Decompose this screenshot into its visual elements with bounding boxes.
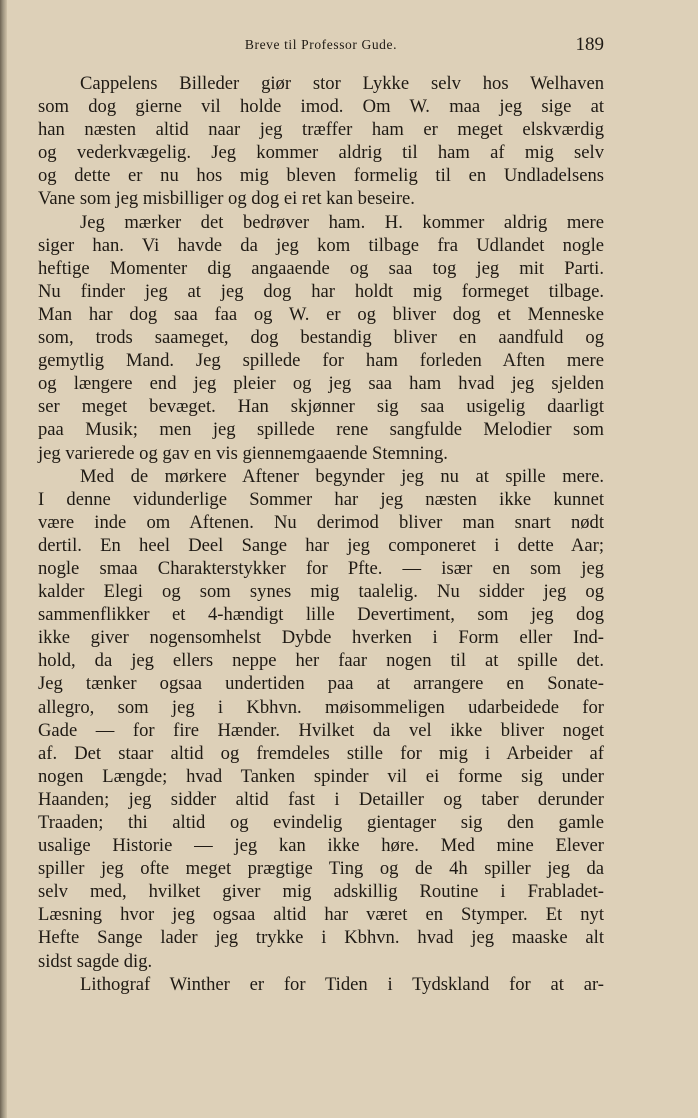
text-line: nogen Længde; hvad Tanken spinder vil ei forme sig under bbox=[38, 765, 604, 787]
text-line: siger han. Vi havde da jeg kom tilbage fra Udlandet nogle bbox=[38, 234, 604, 256]
page-header bbox=[38, 34, 604, 58]
letter-text bbox=[38, 72, 604, 996]
text-line: Man har dog saa faa og W. er og bliver dog et Menneske bbox=[38, 303, 604, 325]
text-line: og vederkvægelig. Jeg kommer aldrig til ham af mig selv bbox=[38, 142, 604, 164]
text-line: som dog gierne vil holde imod. Om W. maa jeg sige at bbox=[38, 96, 604, 118]
text-line: hold, da jeg ellers neppe her faar nogen til at spille det. bbox=[38, 650, 604, 672]
text-line: selv med, hvilket giver mig adskillig Routine i Frabladet- bbox=[38, 881, 604, 903]
running-title: Breve til Professor Gude. bbox=[244, 37, 398, 52]
text-line: jeg varierede og gav en vis giennemgaaende Stemning. bbox=[38, 442, 448, 464]
text-line: ser meget bevæget. Han skjønner sig saa usigelig daarligt bbox=[38, 396, 604, 418]
text-line: Cappelens Billeder giør stor Lykke selv hos Welhaven bbox=[80, 73, 604, 94]
text-line: paa Musik; men jeg spillede rene sangfulde Melodier som bbox=[38, 419, 604, 441]
text-line: Jeg tænker ogsaa undertiden paa at arrangere en Sonate- bbox=[38, 673, 604, 695]
text-line: og dette er nu hos mig bleven formelig til en Undladelsens bbox=[38, 165, 604, 187]
text-line: Gade — for fire Hænder. Hvilket da vel ikke bliver noget bbox=[38, 719, 604, 741]
page-number: 189 bbox=[575, 34, 604, 55]
text-line: nogle smaa Charakterstykker for Pfte. — især en som jeg bbox=[38, 557, 604, 579]
text-line: Jeg mærker det bedrøver ham. H. kommer aldrig mere bbox=[80, 211, 604, 233]
text-line: I denne vidunderlige Sommer har jeg næsten ikke kunnet bbox=[38, 488, 604, 510]
text-line: allegro, som jeg i Kbhvn. møisommeligen udarbeidede for bbox=[38, 696, 604, 718]
text-line: Hefte Sange lader jeg trykke i Kbhvn. hvad jeg maaske alt bbox=[38, 927, 604, 949]
text-line: Læsning hvor jeg ogsaa altid har været en Stymper. Et nyt bbox=[38, 904, 604, 926]
text-line: som, trods saameget, dog bestandig bliver en aandfuld og bbox=[38, 327, 604, 349]
text-line: Nu finder jeg at jeg dog har holdt mig formeget tilbage. bbox=[38, 280, 604, 302]
text-line: kalder Elegi og som synes mig taalelig. Nu sidder jeg og bbox=[38, 581, 604, 603]
text-line: dertil. En heel Deel Sange har jeg componeret i dette Aar; bbox=[38, 534, 604, 556]
text-line: Lithograf Winther er for Tiden i Tydskland for at ar- bbox=[80, 973, 604, 995]
text-line: sammenflikker et 4-hændigt lille Devertiment, som jeg dog bbox=[38, 604, 604, 626]
text-line: usalige Historie — jeg kan ikke høre. Med mine Elever bbox=[38, 835, 604, 857]
text-line: Haanden; jeg sidder altid fast i Detailler og taber derunder bbox=[38, 788, 604, 810]
text-line: gemytlig Mand. Jeg spillede for ham forleden Aften mere bbox=[38, 350, 604, 372]
text-line: Med de mørkere Aftener begynder jeg nu at spille mere. bbox=[80, 465, 604, 487]
text-line: heftige Momenter dig angaaende og saa tog jeg mit Parti. bbox=[38, 257, 604, 279]
text-line: sidst sagde dig. bbox=[38, 950, 153, 972]
text-line: Traaden; thi altid og evindelig gientager sig den gamle bbox=[38, 812, 604, 833]
text-line: være inde om Aftenen. Nu derimod bliver man snart nødt bbox=[38, 511, 604, 533]
text-line: og længere end jeg pleier og jeg saa ham hvad jeg sjelden bbox=[38, 373, 604, 395]
text-line: han næsten altid naar jeg træffer ham er meget elskværdig bbox=[38, 119, 604, 141]
text-line: Vane som jeg misbilliger og dog ei ret kan beseire. bbox=[38, 188, 415, 210]
text-line: ikke giver nogensomhelst Dybde hverken i Form eller Ind- bbox=[38, 627, 604, 649]
text-line: spiller jeg ofte meget prægtige Ting og de 4h spiller jeg da bbox=[38, 858, 604, 880]
text-line: af. Det staar altid og fremdeles stille for mig i Arbeider af bbox=[38, 742, 604, 764]
